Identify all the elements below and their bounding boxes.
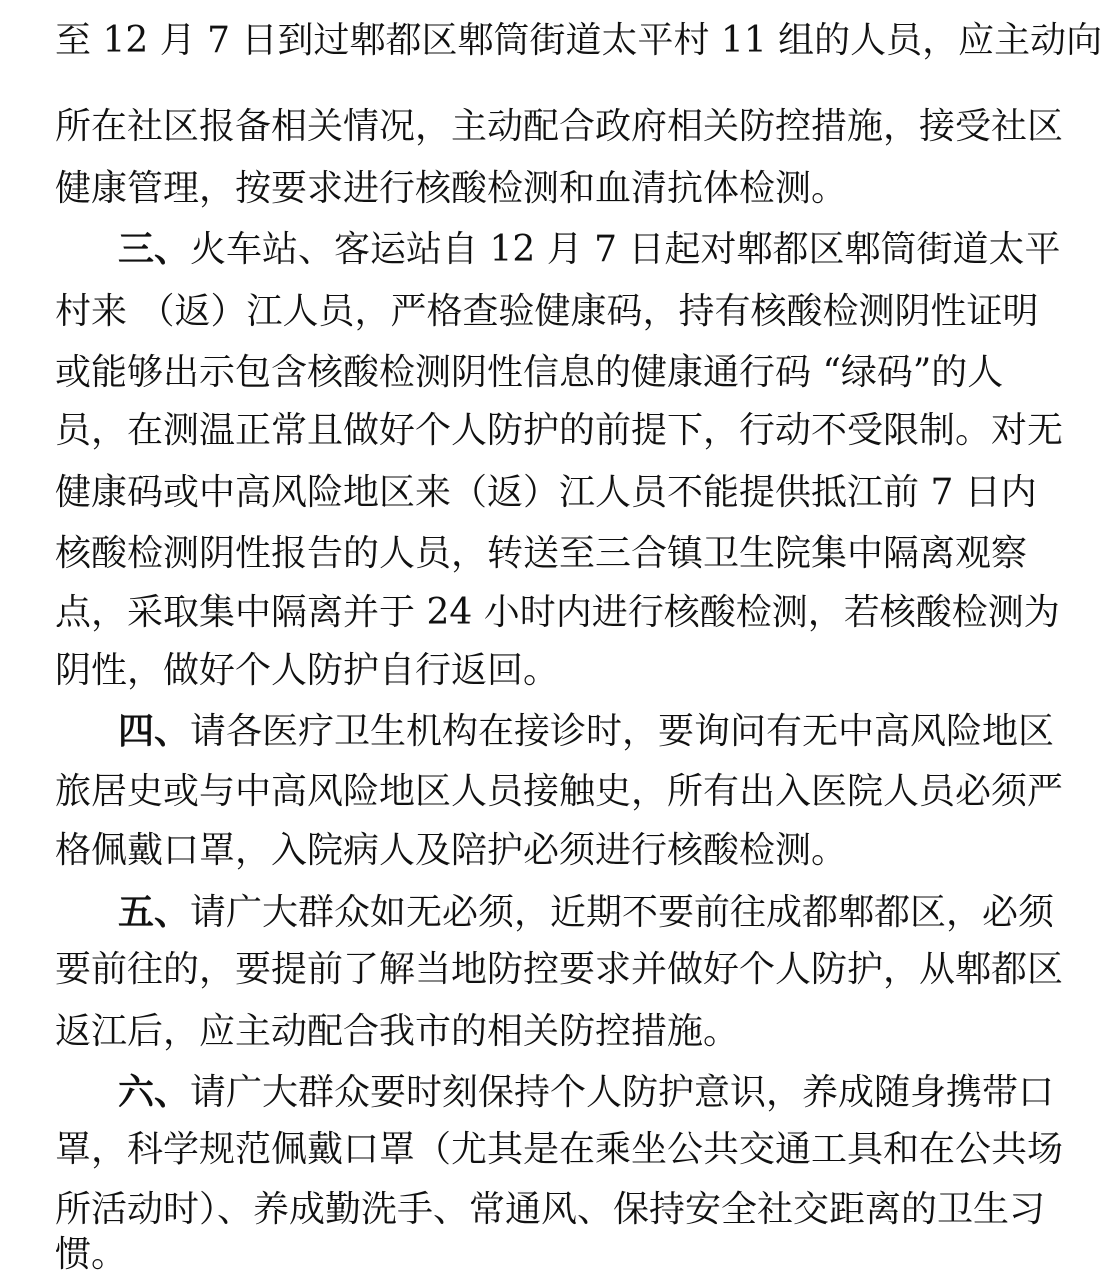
body-text-line: 所活动时）、养成勤洗手、常通风、保持安全社交距离的卫生习 (55, 1189, 1046, 1230)
body-text-line: 格佩戴口罩，入院病人及陪护必须进行核酸检测。 (55, 830, 848, 871)
body-text-line: 惯。 (55, 1234, 128, 1275)
section-heading-four: 四、 (118, 710, 191, 752)
section-heading-five: 五、 (118, 891, 191, 933)
body-text-line: 点，采取集中隔离并于 24 小时内进行核酸检测，若核酸检测为 (55, 592, 1060, 633)
body-text-line: 至 12 月 7 日到过郫都区郫筒街道太平村 11 组的人员，应主动向 (55, 20, 1102, 61)
section-heading-three: 三、 (118, 228, 191, 270)
body-text-line: 或能够出示包含核酸检测阴性信息的健康通行码 “绿码”的人 (55, 352, 1004, 393)
section-four-first-line (118, 701, 1055, 761)
body-text-line: 员，在测温正常且做好个人防护的前提下，行动不受限制。对无 (55, 410, 1064, 451)
section-six-first-line (118, 1062, 1055, 1122)
body-text: 请广大群众如无必须，近期不要前往成都郫都区，必须 (190, 892, 1055, 933)
body-text: 火车站、客运站自 12 月 7 日起对郫都区郫筒街道太平 (190, 229, 1061, 270)
body-text-line: 阴性，做好个人防护自行返回。 (55, 650, 560, 691)
body-text-line: 要前往的，要提前了解当地防控要求并做好个人防护，从郫都区 (55, 949, 1064, 990)
body-text: 请各医疗卫生机构在接诊时，要询问有无中高风险地区 (190, 711, 1055, 752)
body-text-line: 所在社区报备相关情况，主动配合政府相关防控措施，接受社区 (55, 106, 1064, 147)
section-five-first-line (118, 882, 1055, 942)
section-heading-six: 六、 (118, 1071, 191, 1113)
body-text-line: 健康码或中高风险地区来（返）江人员不能提供抵江前 7 日内 (55, 472, 1037, 513)
body-text-line: 村来 （返）江人员，严格查验健康码，持有核酸检测阴性证明 (55, 291, 1039, 332)
body-text-line: 核酸检测阴性报告的人员，转送至三合镇卫生院集中隔离观察 (55, 533, 1028, 574)
body-text: 请广大群众要时刻保持个人防护意识，养成随身携带口 (190, 1072, 1055, 1113)
body-text-line: 健康管理，按要求进行核酸检测和血清抗体检测。 (55, 168, 848, 209)
body-text-line: 罩，科学规范佩戴口罩（尤其是在乘坐公共交通工具和在公共场 (55, 1129, 1064, 1170)
body-text-line: 返江后，应主动配合我市的相关防控措施。 (55, 1011, 740, 1052)
section-three-first-line (118, 219, 1061, 279)
body-text-line: 旅居史或与中高风险地区人员接触史，所有出入医院人员必须严 (55, 771, 1064, 812)
